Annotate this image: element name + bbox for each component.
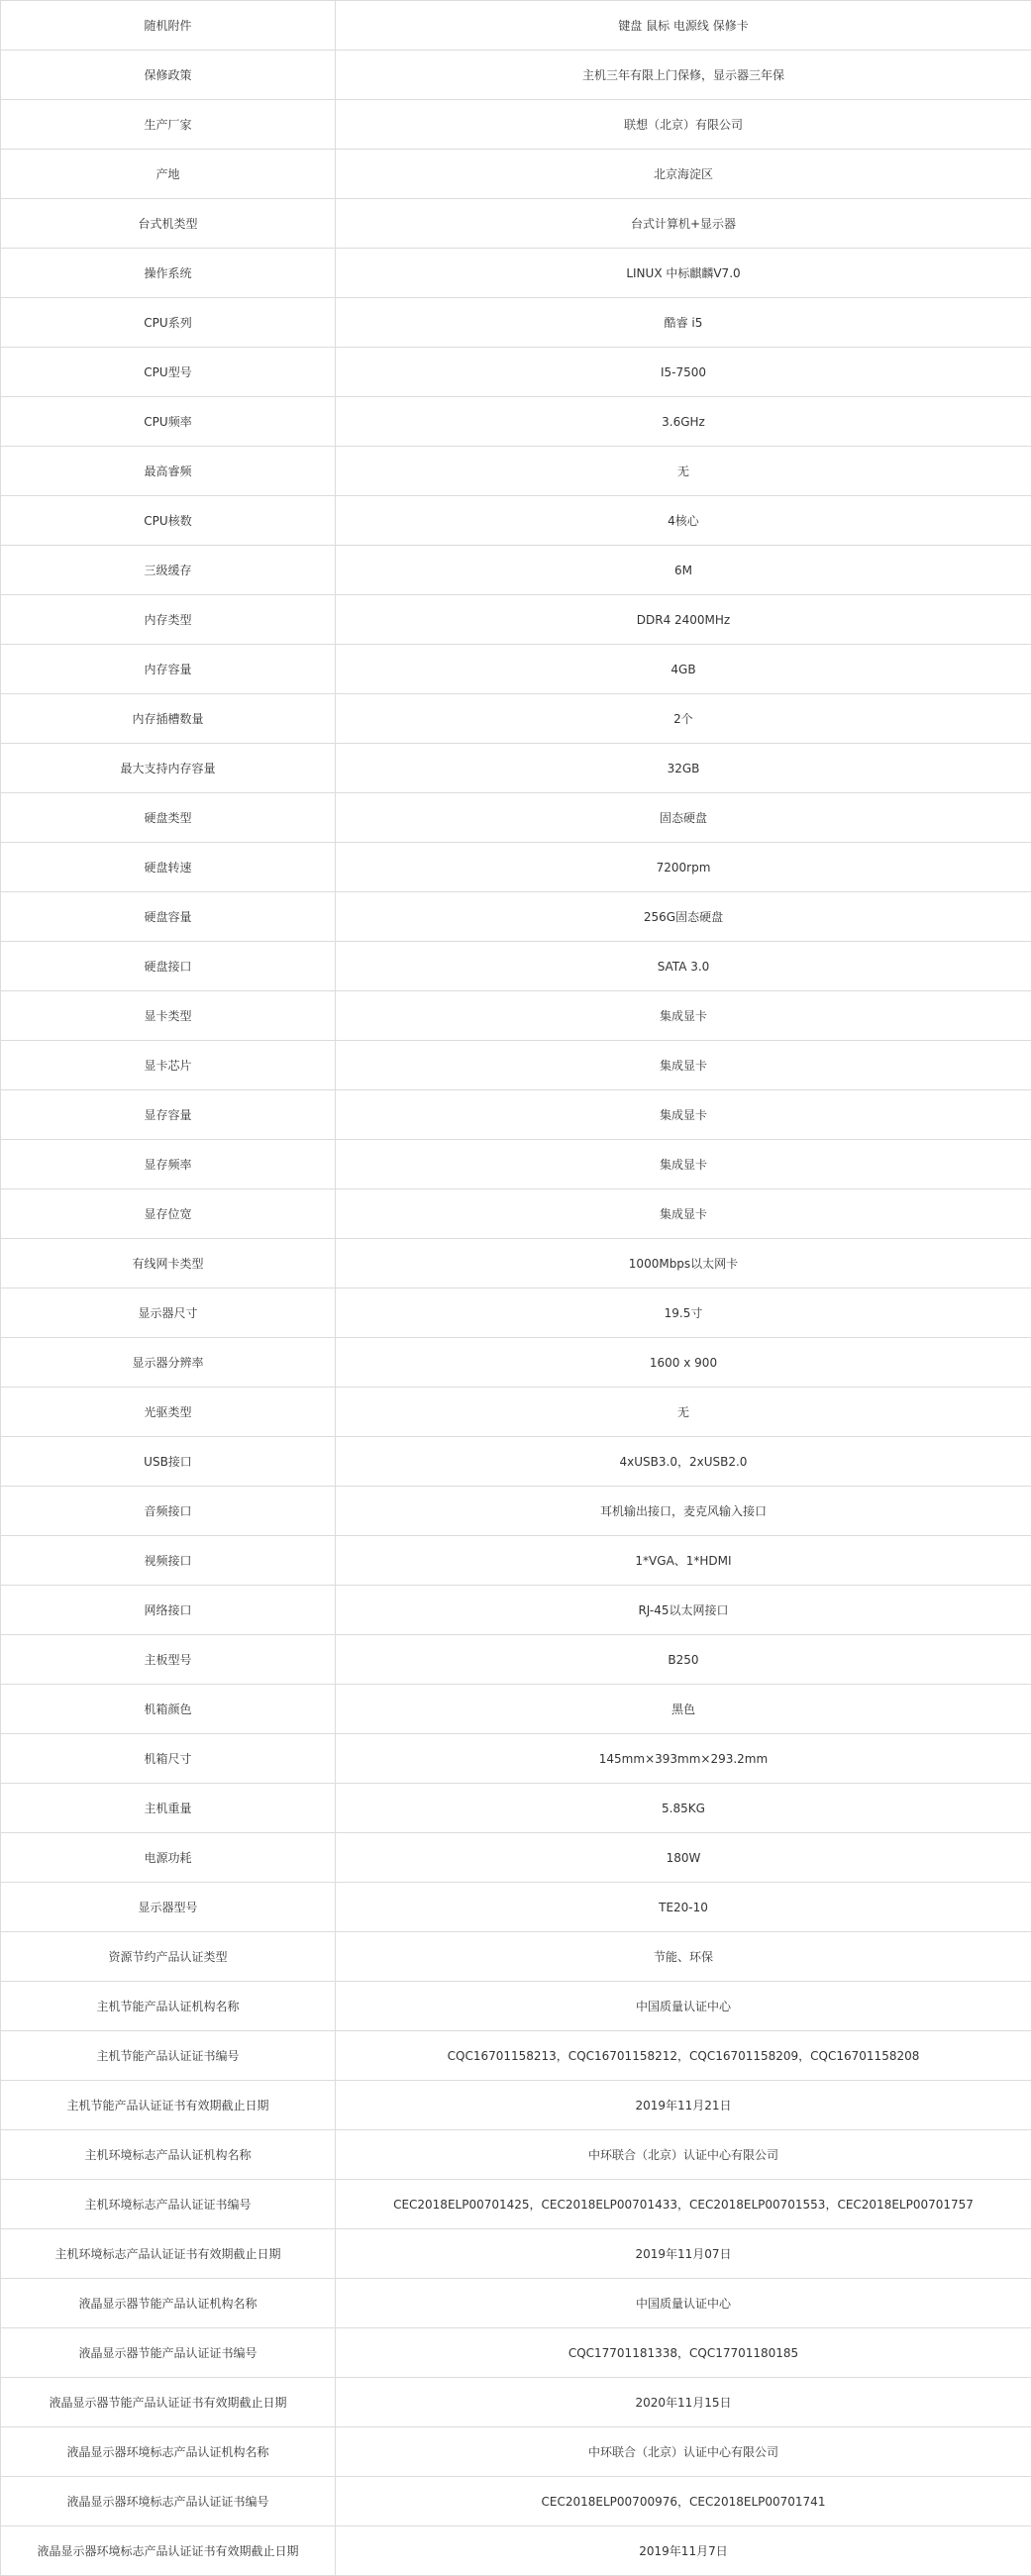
spec-value: 集成显卡 [336,1189,1031,1239]
spec-value: 4GB [336,645,1031,694]
spec-value: CQC17701181338，CQC17701180185 [336,2328,1031,2378]
spec-label: 内存类型 [1,595,336,645]
spec-label: 液晶显示器节能产品认证证书有效期截止日期 [1,2378,336,2427]
table-row [1,2427,1031,2477]
spec-label: 内存插槽数量 [1,694,336,744]
table-row [1,942,1031,991]
spec-label: 液晶显示器环境标志产品认证证书编号 [1,2477,336,2526]
spec-label: 主机环境标志产品认证证书有效期截止日期 [1,2229,336,2279]
table-row [1,1635,1031,1685]
spec-value: 7200rpm [336,843,1031,892]
spec-label: 液晶显示器节能产品认证机构名称 [1,2279,336,2328]
spec-value: 无 [336,1388,1031,1437]
table-row [1,298,1031,348]
table-row [1,1041,1031,1090]
spec-label: 电源功耗 [1,1833,336,1883]
table-row [1,1239,1031,1288]
spec-label: USB接口 [1,1437,336,1487]
spec-value: 中环联合（北京）认证中心有限公司 [336,2130,1031,2180]
spec-label: 显卡类型 [1,991,336,1041]
spec-value: 19.5寸 [336,1288,1031,1338]
spec-value: 联想（北京）有限公司 [336,100,1031,150]
spec-value: 键盘 鼠标 电源线 保修卡 [336,1,1031,51]
spec-label: 内存容量 [1,645,336,694]
spec-label: 音频接口 [1,1487,336,1536]
spec-value: CEC2018ELP00701425，CEC2018ELP00701433，CEC2018ELP00701553，CEC2018ELP00701757 [336,2180,1031,2229]
spec-value: 北京海淀区 [336,150,1031,199]
spec-label: 显示器分辨率 [1,1338,336,1388]
table-row [1,843,1031,892]
spec-label: CPU核数 [1,496,336,546]
spec-label: 机箱颜色 [1,1685,336,1734]
spec-label: 主机环境标志产品认证证书编号 [1,2180,336,2229]
spec-label: 主板型号 [1,1635,336,1685]
spec-value: 4核心 [336,496,1031,546]
table-row [1,447,1031,496]
spec-value: 1000Mbps以太网卡 [336,1239,1031,1288]
table-row [1,1833,1031,1883]
spec-label: 显存容量 [1,1090,336,1140]
spec-value: LINUX 中标麒麟V7.0 [336,249,1031,298]
table-row [1,2279,1031,2328]
spec-label: 显存位宽 [1,1189,336,1239]
spec-value: DDR4 2400MHz [336,595,1031,645]
spec-value: 酷睿 i5 [336,298,1031,348]
spec-value: 2020年11月15日 [336,2378,1031,2427]
spec-label: 硬盘容量 [1,892,336,942]
spec-value: I5-7500 [336,348,1031,397]
table-row [1,744,1031,793]
spec-value: 耳机输出接口，麦克风输入接口 [336,1487,1031,1536]
spec-value: SATA 3.0 [336,942,1031,991]
spec-label: 显示器尺寸 [1,1288,336,1338]
table-row [1,546,1031,595]
table-row [1,150,1031,199]
table-row [1,1,1031,51]
spec-label: CPU系列 [1,298,336,348]
spec-value: 4xUSB3.0，2xUSB2.0 [336,1437,1031,1487]
spec-value: 集成显卡 [336,1140,1031,1189]
table-row [1,1338,1031,1388]
spec-label: 显示器型号 [1,1883,336,1932]
table-row [1,2378,1031,2427]
spec-value: CEC2018ELP00700976，CEC2018ELP00701741 [336,2477,1031,2526]
table-row [1,1932,1031,1982]
table-row [1,892,1031,942]
table-row [1,2081,1031,2130]
spec-value: 180W [336,1833,1031,1883]
table-row [1,694,1031,744]
table-row [1,1090,1031,1140]
spec-value: 中环联合（北京）认证中心有限公司 [336,2427,1031,2477]
table-row [1,1685,1031,1734]
spec-label: 网络接口 [1,1586,336,1635]
spec-label: CPU型号 [1,348,336,397]
spec-value: B250 [336,1635,1031,1685]
spec-value: 集成显卡 [336,1090,1031,1140]
spec-label: 主机节能产品认证证书有效期截止日期 [1,2081,336,2130]
spec-table-body [1,1,1031,2576]
spec-label: 三级缓存 [1,546,336,595]
spec-label: 主机节能产品认证证书编号 [1,2031,336,2081]
spec-label: 保修政策 [1,51,336,100]
spec-value: 145mm×393mm×293.2mm [336,1734,1031,1784]
table-row [1,249,1031,298]
spec-value: 主机三年有限上门保修，显示器三年保 [336,51,1031,100]
spec-value: 2019年11月21日 [336,2081,1031,2130]
spec-value: 集成显卡 [336,1041,1031,1090]
spec-label: 有线网卡类型 [1,1239,336,1288]
table-row [1,595,1031,645]
spec-label: CPU频率 [1,397,336,447]
spec-label: 硬盘转速 [1,843,336,892]
table-row [1,991,1031,1041]
table-row [1,2031,1031,2081]
spec-label: 硬盘类型 [1,793,336,843]
spec-value: 32GB [336,744,1031,793]
table-row [1,1487,1031,1536]
table-row [1,1586,1031,1635]
table-row [1,645,1031,694]
spec-label: 台式机类型 [1,199,336,249]
spec-label: 资源节约产品认证类型 [1,1932,336,1982]
spec-label: 生产厂家 [1,100,336,150]
spec-label: 主机环境标志产品认证机构名称 [1,2130,336,2180]
spec-value: 256G固态硬盘 [336,892,1031,942]
spec-value: 集成显卡 [336,991,1031,1041]
spec-value: 1600 x 900 [336,1338,1031,1388]
table-row [1,1784,1031,1833]
table-row [1,1536,1031,1586]
spec-value: 台式计算机+显示器 [336,199,1031,249]
spec-value: 2019年11月07日 [336,2229,1031,2279]
table-row [1,1288,1031,1338]
spec-value: CQC16701158213，CQC16701158212，CQC16701158209，CQC16701158208 [336,2031,1031,2081]
spec-label: 主机节能产品认证机构名称 [1,1982,336,2031]
spec-value: 无 [336,447,1031,496]
spec-label: 光驱类型 [1,1388,336,1437]
spec-label: 液晶显示器环境标志产品认证机构名称 [1,2427,336,2477]
spec-value: 黑色 [336,1685,1031,1734]
spec-value: 5.85KG [336,1784,1031,1833]
table-row [1,100,1031,150]
spec-label: 硬盘接口 [1,942,336,991]
table-row [1,348,1031,397]
table-row [1,793,1031,843]
table-row [1,51,1031,100]
spec-value: 1*VGA、1*HDMI [336,1536,1031,1586]
spec-value: RJ-45以太网接口 [336,1586,1031,1635]
table-row [1,1883,1031,1932]
table-row [1,2180,1031,2229]
spec-label: 机箱尺寸 [1,1734,336,1784]
spec-value: 中国质量认证中心 [336,1982,1031,2031]
table-row [1,2328,1031,2378]
table-row [1,496,1031,546]
spec-label: 液晶显示器环境标志产品认证证书有效期截止日期 [1,2526,336,2576]
spec-value: 2019年11月7日 [336,2526,1031,2576]
table-row [1,2477,1031,2526]
table-row [1,1140,1031,1189]
table-row [1,1982,1031,2031]
table-row [1,199,1031,249]
table-row [1,1388,1031,1437]
table-row [1,2130,1031,2180]
spec-label: 随机附件 [1,1,336,51]
table-row [1,1189,1031,1239]
spec-label: 主机重量 [1,1784,336,1833]
spec-label: 操作系统 [1,249,336,298]
table-row [1,1437,1031,1487]
table-row [1,1734,1031,1784]
spec-label: 最大支持内存容量 [1,744,336,793]
spec-value: 6M [336,546,1031,595]
spec-label: 产地 [1,150,336,199]
spec-label: 视频接口 [1,1536,336,1586]
table-row [1,2526,1031,2576]
spec-value: 固态硬盘 [336,793,1031,843]
spec-label: 最高睿频 [1,447,336,496]
spec-value: 中国质量认证中心 [336,2279,1031,2328]
spec-value: 2个 [336,694,1031,744]
spec-label: 显存频率 [1,1140,336,1189]
spec-value: TE20-10 [336,1883,1031,1932]
spec-value: 节能、环保 [336,1932,1031,1982]
spec-label: 液晶显示器节能产品认证证书编号 [1,2328,336,2378]
spec-value: 3.6GHz [336,397,1031,447]
spec-label: 显卡芯片 [1,1041,336,1090]
table-row [1,2229,1031,2279]
table-row [1,397,1031,447]
